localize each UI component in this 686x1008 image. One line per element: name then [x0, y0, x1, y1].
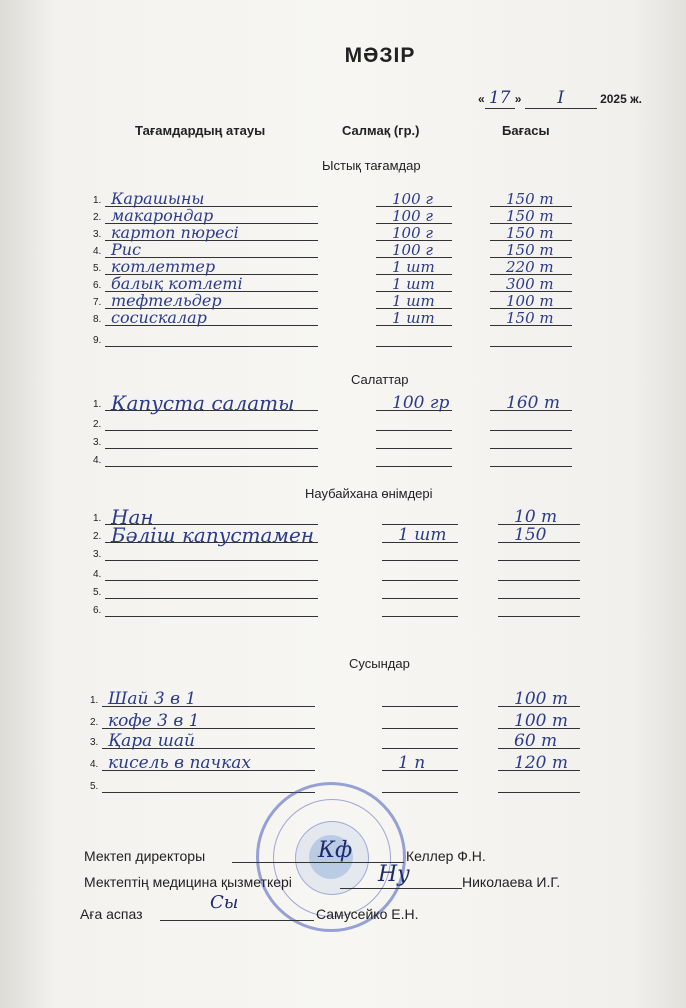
menu-row	[0, 291, 686, 310]
weight-line	[382, 560, 458, 561]
date-month: I	[525, 88, 597, 109]
item-weight: 100 г	[392, 241, 433, 259]
name-line	[105, 430, 318, 431]
weight-line	[382, 598, 458, 599]
price-line	[498, 560, 580, 561]
date-line	[478, 88, 642, 109]
item-name: кофе 3 в 1	[108, 711, 200, 731]
item-price: 150	[514, 525, 547, 545]
item-price: 220 т	[506, 258, 554, 276]
signature-line-cook	[160, 920, 314, 921]
item-name: Шай 3 в 1	[108, 689, 197, 709]
item-price: 10 т	[514, 507, 558, 527]
item-weight: 1 п	[398, 753, 426, 773]
weight-line	[376, 430, 452, 431]
name-line	[105, 466, 318, 467]
price-line	[498, 616, 580, 617]
weight-line	[382, 616, 458, 617]
row-number: 3.	[93, 229, 102, 240]
signature-name-director: Келлер Ф.Н.	[406, 848, 486, 864]
weight-line	[382, 728, 458, 729]
price-line	[490, 448, 572, 449]
menu-row	[0, 332, 686, 348]
column-header-price: Бағасы	[502, 123, 550, 138]
item-price: 100 т	[506, 292, 554, 310]
name-line	[105, 580, 318, 581]
price-line	[490, 346, 572, 347]
director-signature: Кф	[318, 838, 353, 863]
weight-line	[376, 346, 452, 347]
menu-row	[0, 689, 686, 709]
row-number: 6.	[93, 280, 102, 291]
weight-line	[382, 792, 458, 793]
date-close-quote: »	[514, 92, 522, 106]
item-weight: 1 шт	[392, 292, 435, 310]
price-line	[498, 598, 580, 599]
row-number: 4.	[93, 455, 102, 466]
item-price: 60 т	[514, 731, 558, 751]
row-number: 2.	[90, 717, 99, 728]
section-title: Ыстық тағамдар	[322, 158, 421, 173]
item-price: 100 т	[514, 689, 568, 709]
item-name: кисель в пачках	[108, 753, 251, 773]
item-weight: 1 шт	[392, 258, 435, 276]
menu-row	[0, 257, 686, 276]
row-number: 5.	[93, 263, 102, 274]
menu-row	[0, 416, 686, 432]
row-number: 3.	[93, 549, 102, 560]
row-number: 2.	[93, 531, 102, 542]
menu-row	[0, 240, 686, 259]
weight-line	[376, 466, 452, 467]
weight-line	[382, 706, 458, 707]
price-line	[498, 792, 580, 793]
name-line	[105, 560, 318, 561]
item-name: Нан	[111, 505, 154, 529]
row-number: 2.	[93, 419, 102, 430]
item-price: 150 т	[506, 241, 554, 259]
item-price: 150 т	[506, 190, 554, 208]
weight-line	[382, 580, 458, 581]
menu-row	[0, 434, 686, 450]
price-line	[490, 430, 572, 431]
signature-name-cook: Самусейко Е.Н.	[316, 906, 419, 922]
column-header-weight: Салмақ (гр.)	[342, 123, 420, 138]
row-number: 1.	[93, 195, 102, 206]
item-name: Бәліш капустамен	[111, 523, 314, 547]
item-price: 150 т	[506, 207, 554, 225]
item-price: 100 т	[514, 711, 568, 731]
menu-row	[0, 523, 686, 547]
date-open-quote: «	[478, 92, 485, 106]
section-title: Салаттар	[351, 372, 409, 387]
date-year: 2025 ж.	[600, 92, 642, 106]
row-number: 4.	[90, 759, 99, 770]
row-number: 3.	[90, 737, 99, 748]
menu-row	[0, 566, 686, 582]
name-line	[105, 346, 318, 347]
name-line	[102, 792, 315, 793]
menu-row	[0, 206, 686, 225]
item-name: Капуста салаты	[111, 391, 295, 415]
row-number: 7.	[93, 297, 102, 308]
row-number: 1.	[90, 695, 99, 706]
date-day: 17	[485, 88, 515, 109]
item-price: 150 т	[506, 309, 554, 327]
row-number: 6.	[93, 605, 102, 616]
item-price: 150 т	[506, 224, 554, 242]
signature-role-cook: Аға аспаз	[80, 906, 143, 922]
page-title: МӘЗІР	[344, 44, 416, 67]
menu-row	[0, 546, 686, 562]
item-name: котлеттер	[111, 257, 216, 276]
row-number: 2.	[93, 212, 102, 223]
section-title: Наубайхана өнімдері	[305, 486, 433, 501]
row-number: 4.	[93, 246, 102, 257]
item-price: 160 т	[506, 393, 560, 413]
price-line	[490, 466, 572, 467]
row-number: 5.	[90, 781, 99, 792]
column-header-name: Тағамдардың атауы	[135, 123, 266, 138]
menu-row	[0, 731, 686, 751]
weight-line	[376, 448, 452, 449]
nurse-signature: Ну	[378, 862, 410, 887]
section-title: Сусындар	[349, 656, 410, 671]
menu-row	[0, 223, 686, 242]
menu-row	[0, 505, 686, 529]
item-name: сосискалар	[111, 308, 207, 327]
row-number: 1.	[93, 513, 102, 524]
menu-row	[0, 391, 686, 415]
row-number: 4.	[93, 569, 102, 580]
item-weight: 1 шт	[398, 525, 447, 545]
item-weight: 100 г	[392, 190, 433, 208]
item-name: балық котлеті	[111, 274, 243, 293]
menu-row	[0, 602, 686, 618]
price-line	[498, 580, 580, 581]
item-weight: 1 шт	[392, 309, 435, 327]
menu-row	[0, 274, 686, 293]
row-number: 9.	[93, 335, 102, 346]
signature-role-director: Мектеп директоры	[84, 848, 206, 864]
signature-name-nurse: Николаева И.Г.	[462, 874, 561, 890]
name-line	[105, 598, 318, 599]
name-line	[105, 616, 318, 617]
item-weight: 100 г	[392, 207, 433, 225]
item-name: тефтельдер	[111, 291, 222, 310]
item-name: картоп пюресі	[111, 223, 239, 242]
name-line	[105, 448, 318, 449]
item-name: Карашыны	[111, 189, 205, 208]
item-weight: 100 гр	[392, 393, 450, 413]
weight-line	[382, 748, 458, 749]
item-name: макарондар	[111, 206, 214, 225]
item-price: 120 т	[514, 753, 568, 773]
signature-line-nurse	[340, 888, 462, 889]
signature-role-nurse: Мектептің медицина қызметкері	[84, 874, 292, 890]
menu-row	[0, 189, 686, 208]
menu-row	[0, 584, 686, 600]
row-number: 1.	[93, 399, 102, 410]
menu-row	[0, 711, 686, 731]
item-name: Қара шай	[108, 731, 195, 751]
row-number: 5.	[93, 587, 102, 598]
menu-row	[0, 308, 686, 327]
menu-row	[0, 753, 686, 773]
menu-row	[0, 452, 686, 468]
item-name: Рис	[111, 240, 142, 259]
cook-signature: Сы	[210, 892, 239, 913]
item-price: 300 т	[506, 275, 554, 293]
item-weight: 1 шт	[392, 275, 435, 293]
row-number: 8.	[93, 314, 102, 325]
row-number: 3.	[93, 437, 102, 448]
item-weight: 100 г	[392, 224, 433, 242]
